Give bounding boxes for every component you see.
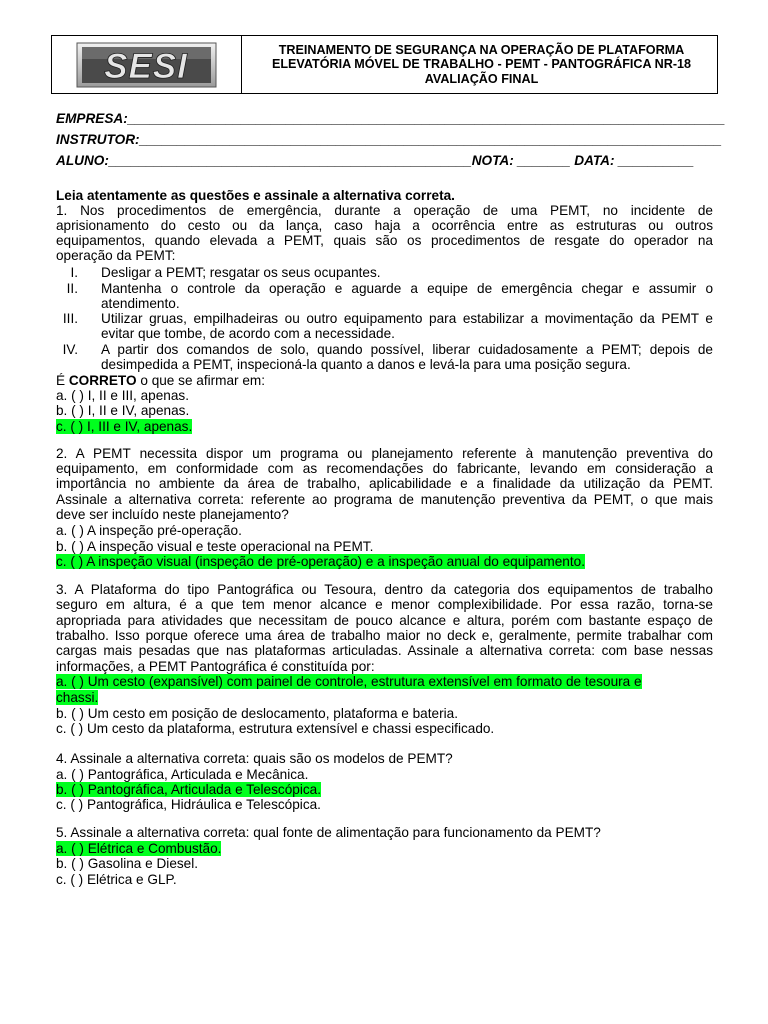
q2-stem-line: importância no ambiente da área de trabalho, aplicabilidade e a finalidade da utilização da PEMT.	[56, 476, 713, 491]
q1-item-text: Desligar a PEMT; resgatar os seus ocupantes.	[101, 265, 381, 280]
title-line-2: ELEVATÓRIA MÓVEL DE TRABALHO - PEMT - PANTOGRÁFICA NR-18	[271, 57, 692, 72]
q1-prompt-bold: CORRETO	[68, 373, 137, 388]
q1-item-text: Utilizar gruas, empilhadeiras ou outro equipamento para estabilizar a movimentação da PEMT e	[101, 311, 713, 326]
q1-item-number: II.	[66, 281, 78, 296]
q1-option-c[interactable]: c. ( ) I, III e IV, apenas.	[56, 419, 193, 434]
aluno-field[interactable]: ALUNO:________________________________________________NOTA: _______ DATA: __________	[56, 153, 694, 168]
q3-option-a-cont[interactable]: chassi.	[56, 690, 99, 705]
q1-item-text: atendimento.	[101, 296, 180, 311]
title-line-3: AVALIAÇÃO FINAL	[424, 71, 539, 86]
q1-item-number: IV.	[62, 342, 78, 357]
q1-item-text: evitar que tombe, de acordo com a necessidade.	[101, 326, 395, 341]
q1-prompt	[56, 373, 265, 388]
q2-option-c[interactable]: c. ( ) A inspeção visual (inspeção de pré-operação) e a inspeção anual do equipamento.	[56, 554, 585, 569]
q5-option-b[interactable]: b. ( ) Gasolina e Diesel.	[56, 856, 199, 871]
q1-stem-line: 1. Nos procedimentos de emergência, durante a operação de uma PEMT, no incidente de	[56, 203, 713, 218]
q3-stem-line: apropriada para atividades que necessitam de pouco alcance e altura, porém com bastante espaço de	[56, 613, 713, 628]
q1-item-number: I.	[70, 265, 78, 280]
q3-option-a[interactable]: a. ( ) Um cesto (expansível) com painel de controle, estrutura extensível em formato de tesoura e	[56, 674, 642, 689]
q3-option-c[interactable]: c. ( ) Um cesto da plataforma, estrutura extensível e chassi especificado.	[56, 721, 495, 736]
q1-stem-line: equipamentos, quando elevada a PEMT, quais são os procedimentos de resgate do operador na	[56, 233, 713, 248]
q1-item-number: III.	[62, 311, 78, 326]
q1-stem-line: aprisionamento do cesto ou da lança, caso haja a ocorrência entre as estruturas ou outros	[56, 218, 713, 233]
empresa-field[interactable]: EMPRESA:_______________________________________________________________________________	[56, 111, 726, 126]
logo-text: SESI	[104, 46, 188, 86]
q3-stem-line: seguro em altura, é a que tem menor alcance e menor complexibilidade. Por essa razão, torna-se	[56, 597, 713, 612]
q4-option-a[interactable]: a. ( ) Pantográfica, Articulada e Mecânica.	[56, 767, 309, 782]
q2-stem-line: equipamento, em conformidade com as recomendações do fabricante, levando em consideração a	[56, 461, 713, 476]
q1-prompt-pre: É	[56, 373, 69, 388]
instructions: Leia atentamente as questões e assinale a alternativa correta.	[56, 188, 455, 203]
q5-stem: 5. Assinale a alternativa correta: qual fonte de alimentação para funcionamento da PEMT?	[56, 825, 601, 840]
q2-option-b[interactable]: b. ( ) A inspeção visual e teste operacional na PEMT.	[56, 539, 374, 554]
q5-option-c[interactable]: c. ( ) Elétrica e GLP.	[56, 872, 177, 887]
q4-option-c[interactable]: c. ( ) Pantográfica, Hidráulica e Telescópica.	[56, 797, 321, 812]
header-box	[51, 35, 718, 94]
q3-stem-line: informações, a PEMT Pantográfica é constituída por:	[56, 659, 375, 674]
q3-stem-line: 3. A Plataforma do tipo Pantográfica ou Tesoura, dentro da categoria dos equipamentos de trabalho	[56, 582, 713, 597]
q4-option-b[interactable]: b. ( ) Pantográfica, Articulada e Telescópica.	[56, 782, 321, 797]
title-line-1: TREINAMENTO DE SEGURANÇA NA OPERAÇÃO DE PLATAFORMA	[278, 42, 685, 57]
q2-stem-line: deve ser incluído neste planejamento?	[56, 507, 289, 522]
q1-item-text: desimpedida a PEMT, inspecioná-la quanto a danos e levá-la para uma posição segura.	[101, 357, 631, 372]
sesi-logo	[76, 42, 217, 88]
q4-stem: 4. Assinale a alternativa correta: quais são os modelos de PEMT?	[56, 751, 453, 766]
q2-stem-line: 2. A PEMT necessita dispor um programa ou planejamento referente à manutenção preventiva do	[56, 446, 713, 461]
q1-option-a[interactable]: a. ( ) I, II e III, apenas.	[56, 388, 189, 403]
logo-cell	[52, 36, 242, 93]
q1-prompt-post: o que se afirmar em:	[136, 373, 266, 388]
header-title	[242, 36, 717, 93]
q3-option-b[interactable]: b. ( ) Um cesto em posição de deslocamento, plataforma e bateria.	[56, 706, 458, 721]
q2-stem-line: Assinale a alternativa correta: referente ao programa de manutenção preventiva da PEMT, o que mais	[56, 492, 713, 507]
q1-item-text: Mantenha o controle da operação e aguarde a equipe de emergência chegar e assumir o	[101, 281, 713, 296]
q1-item-text: A partir dos comandos de solo, quando possível, liberar cuidadosamente a PEMT; depois de	[101, 342, 713, 357]
q1-stem-line: operação da PEMT:	[56, 248, 176, 263]
instrutor-field[interactable]: INSTRUTOR:_____________________________________________________________________________	[56, 132, 722, 147]
q5-option-a[interactable]: a. ( ) Elétrica e Combustão.	[56, 841, 222, 856]
q1-option-b[interactable]: b. ( ) I, II e IV, apenas.	[56, 403, 190, 418]
q2-option-a[interactable]: a. ( ) A inspeção pré-operação.	[56, 523, 242, 538]
q3-stem-line: cargas mais pesadas que nas plataformas articuladas. Assinale a alternativa correta: com base nessas	[56, 643, 713, 658]
q3-stem-line: trabalho. Isso porque oferece uma área de trabalho maior no deck e, geralmente, permite trabalhar com	[56, 628, 713, 643]
